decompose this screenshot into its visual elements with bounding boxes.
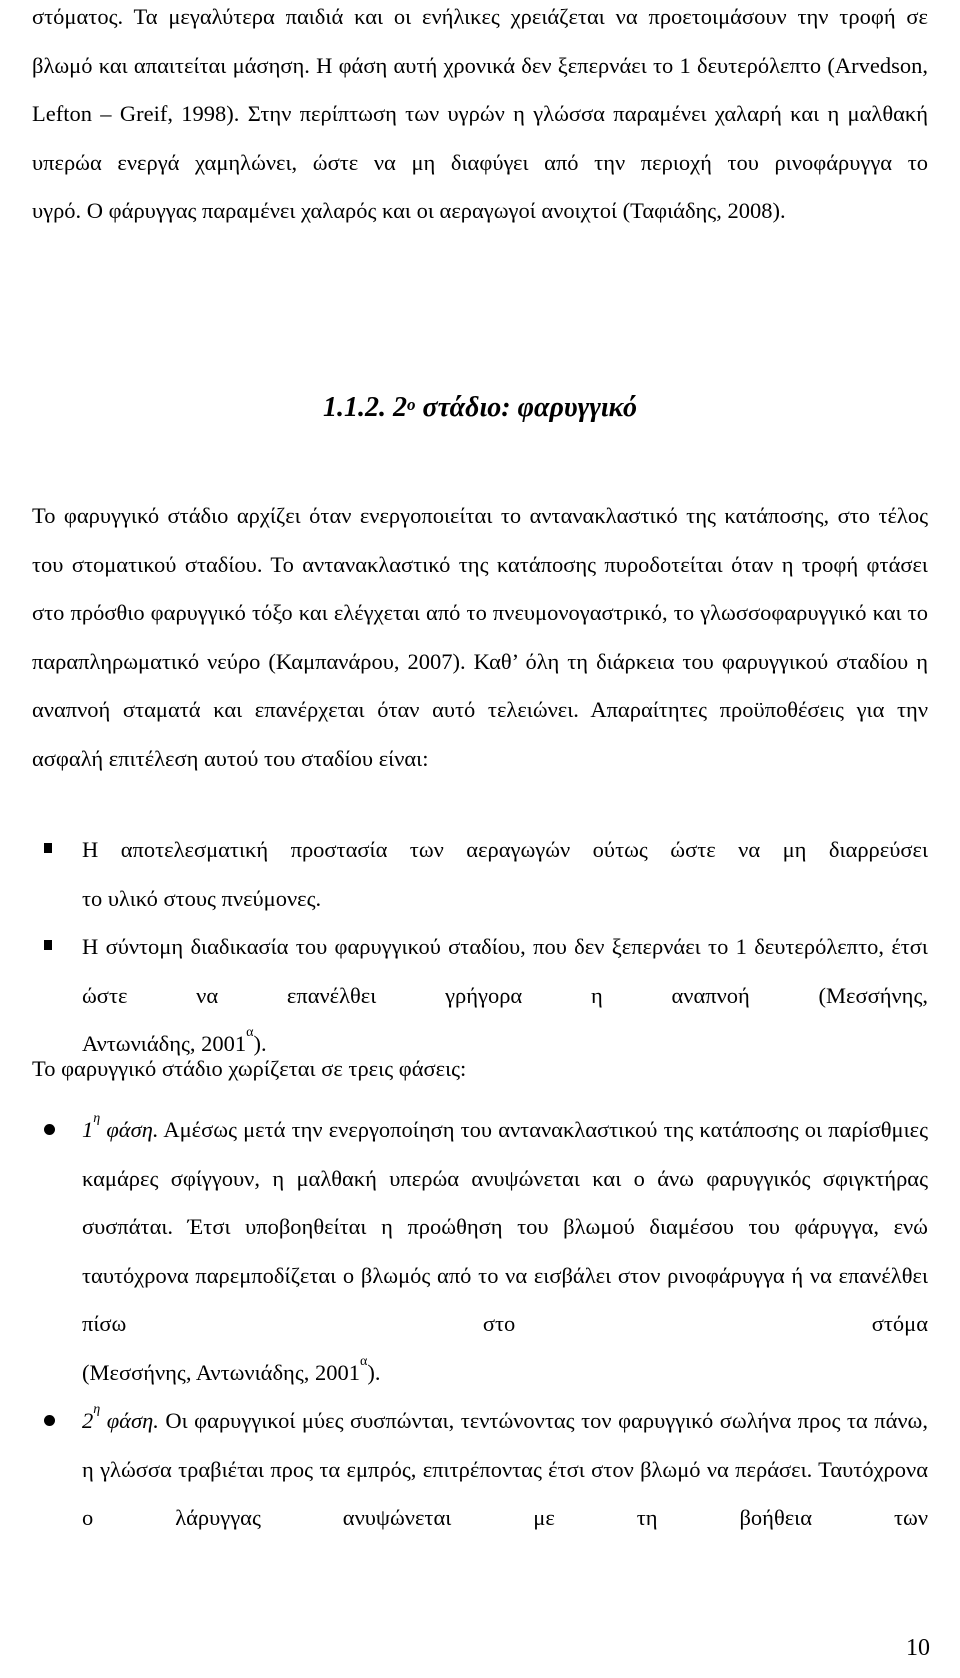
list-item-text: Η αποτελεσματική προστασία των αεραγωγών ούτως ώστε να μη διαρρεύσει xyxy=(82,837,928,862)
square-bullet-icon xyxy=(44,940,52,950)
top-paragraph-body: στόματος. Τα μεγαλύτερα παιδιά και οι ενήλικες χρειάζεται να προετοιμάσουν την τροφή σε βλωμό και απαιτείται μάσηση. Η φάση αυτή χρονικά δεν ξεπερνάει το 1 δευτερόλεπτο (Arvedson, Lefton – Greif, 1998). Στην περίπτωση των υγρών η γλώσσα παραμένει χαλαρή και η μαλθακή υπερώα ενεργά χαμηλώνει, ώστε να μη διαφύγει από την περιοχή του ρινοφάρυγγα το xyxy=(32,4,928,175)
top-paragraph xyxy=(32,0,928,236)
top-paragraph-last-line: υγρό. Ο φάρυγγας παραμένει χαλαρός και οι αεραγωγοί ανοιχτοί (Ταφιάδης, 2008). xyxy=(32,198,786,223)
list-item-after: ). xyxy=(253,1031,267,1056)
section-number: 1.1.2. 2 xyxy=(323,392,408,423)
phase-body: Οι φαρυγγικοί μύες συσπώνται, τεντώνοντας τον φαρυγγικό σωλήνα προς τα πάνω, η γλώσσα τραβιέται προς τα εμπρός, επιτρέποντας έτσι στον βλωμό να περάσει. Ταυτόχρονα ο λάρυγγας ανυψώνεται με τη βοήθεια των xyxy=(82,1408,928,1530)
intro-paragraph xyxy=(32,492,928,783)
phases-intro: Το φαρυγγικό στάδιο χωρίζεται σε τρεις φάσεις: xyxy=(32,1056,467,1081)
section-ordinal: ο xyxy=(407,395,416,414)
list-item xyxy=(32,826,928,923)
phase-last-after: ). xyxy=(367,1359,381,1385)
phase-label: φάση. xyxy=(100,1117,159,1142)
phase-label: φάση. xyxy=(100,1408,159,1433)
section-heading xyxy=(32,388,928,428)
phase-last-text: (Μεσσήνης, Αντωνιάδης, 2001 xyxy=(82,1359,360,1385)
round-bullet-icon xyxy=(44,1124,55,1135)
superscript: α xyxy=(359,1353,368,1369)
intro-paragraph-body: Το φαρυγγικό στάδιο αρχίζει όταν ενεργοποιείται το αντανακλαστικό της κατάποσης, στο τέλος του στοματικού σταδίου. Το αντανακλαστικό της κατάποσης πυροδοτείται όταν η τροφή φτάσει στο πρόσθιο φαρυγγικό τόξο και ελέγχεται από το πνευμονογαστρικό, το γλωσσοφαρυγγικό και το παραπληρωματικό νεύρο (Καμπανάρου, 2007). Καθ’ όλη τη διάρκεια του φαρυγγικού σταδίου η αναπνοή σταματά και επανέρχεται όταν αυτό τελειώνει. Απαραίτητες προϋποθέσεις για την xyxy=(32,503,928,722)
list-item-text: Η σύντομη διαδικασία του φαρυγγικού σταδίου, που δεν ξεπερνάει το 1 δευτερόλεπτο, έτσι ώστε να επανέλθει γρήγορα η αναπνοή (Μεσσήνης, xyxy=(82,934,928,1008)
list-item xyxy=(32,1397,928,1543)
list-item-last-text: Αντωνιάδης, 2001 xyxy=(82,1031,247,1056)
phase-text xyxy=(82,1397,928,1543)
phase-body: Αμέσως μετά την ενεργοποίηση του αντανακλαστικού της κατάποσης οι παρίσθμιες καμάρες σφίγγουν, η μαλθακή υπερώα ανυψώνεται και ο άνω φαρυγγικός σφιγκτήρας συσπάται. Έτσι υποβοηθείται η προώθηση του βλωμού διαμέσου του φάρυγγα, ενώ ταυτόχρονα παρεμποδίζεται ο βλωμός από το να εισβάλει στον ρινοφάρυγγα ή να επανέλθει πίσω στο στόμα xyxy=(82,1117,928,1336)
phase-ordinal: η xyxy=(93,1111,101,1126)
phase-last-line xyxy=(82,1349,928,1398)
page-number: 10 xyxy=(906,1635,930,1661)
round-bullet-icon xyxy=(44,1415,55,1426)
square-bullet-icon xyxy=(44,843,52,853)
phase-text xyxy=(82,1106,928,1349)
section-title: στάδιο: φαρυγγικό xyxy=(415,392,637,423)
prerequisites-list xyxy=(32,826,928,1069)
phase-number: 2 xyxy=(82,1408,94,1433)
phase-number: 1 xyxy=(82,1117,94,1142)
list-item-last-line: το υλικό στους πνεύμονες. xyxy=(82,885,322,911)
superscript: α xyxy=(246,1025,254,1040)
list-item xyxy=(32,1106,928,1397)
phases-list xyxy=(32,1106,928,1543)
phase-ordinal: η xyxy=(93,1402,101,1417)
intro-paragraph-last-line: ασφαλή επιτέλεση αυτού του σταδίου είναι: xyxy=(32,745,429,771)
